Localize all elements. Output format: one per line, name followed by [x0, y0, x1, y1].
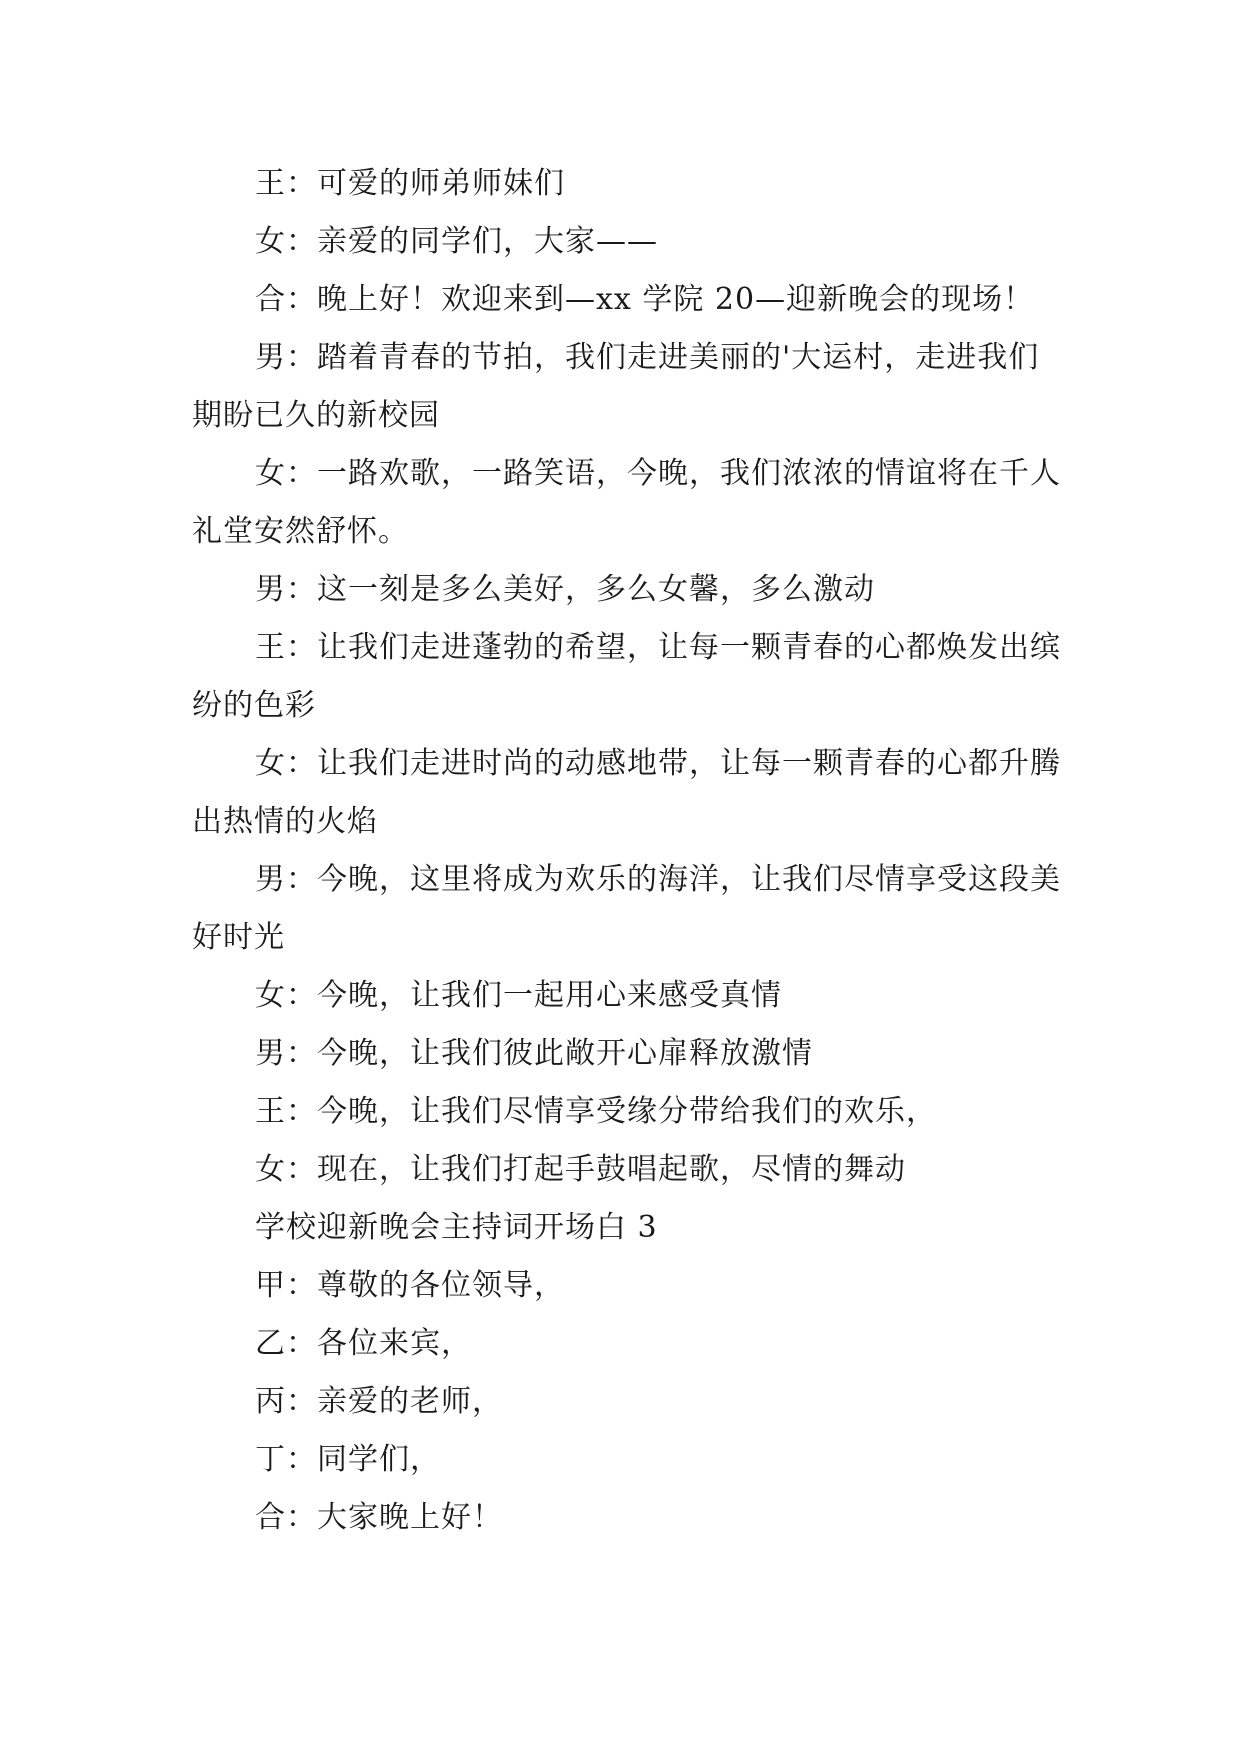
paragraph: 乙：各位来宾， [255, 1326, 472, 1361]
paragraph: 丁：同学们， [255, 1442, 441, 1477]
paragraph: 合：大家晚上好！ [255, 1500, 503, 1535]
paragraph: 王：可爱的师弟师妹们 [255, 166, 565, 201]
paragraph: 男：今晚，让我们彼此敞开心扉释放激情 [255, 1036, 813, 1071]
paragraph: 男：今晚，这里将成为欢乐的海洋，让我们尽情享受这段美好时光 [192, 862, 1061, 955]
paragraph: 合：晚上好！欢迎来到—xx 学院 20—迎新晚会的现场！ [255, 282, 1035, 317]
body-text [192, 155, 1062, 1547]
paragraph: 女：亲爱的同学们，大家—— [255, 224, 658, 259]
paragraph: 女：让我们走进时尚的动感地带，让每一颗青春的心都升腾出热情的火焰 [192, 746, 1061, 839]
paragraph: 男：这一刻是多么美好，多么女馨，多么激动 [255, 572, 875, 607]
paragraph: 女：今晚，让我们一起用心来感受真情 [255, 978, 782, 1013]
paragraph: 丙：亲爱的老师， [255, 1384, 503, 1419]
paragraph: 王：让我们走进蓬勃的希望，让每一颗青春的心都焕发出缤纷的色彩 [192, 630, 1061, 723]
paragraph: 女：现在，让我们打起手鼓唱起歌，尽情的舞动 [255, 1152, 906, 1187]
section-heading: 学校迎新晚会主持词开场白 3 [255, 1210, 658, 1245]
paragraph: 女：一路欢歌，一路笑语，今晚，我们浓浓的情谊将在千人礼堂安然舒怀。 [192, 456, 1061, 549]
paragraph: 王：今晚，让我们尽情享受缘分带给我们的欢乐， [255, 1094, 937, 1129]
paragraph: 甲：尊敬的各位领导， [255, 1268, 565, 1303]
paragraph: 男：踏着青春的节拍，我们走进美丽的'大运村，走进我们期盼已久的新校园 [192, 340, 1040, 433]
